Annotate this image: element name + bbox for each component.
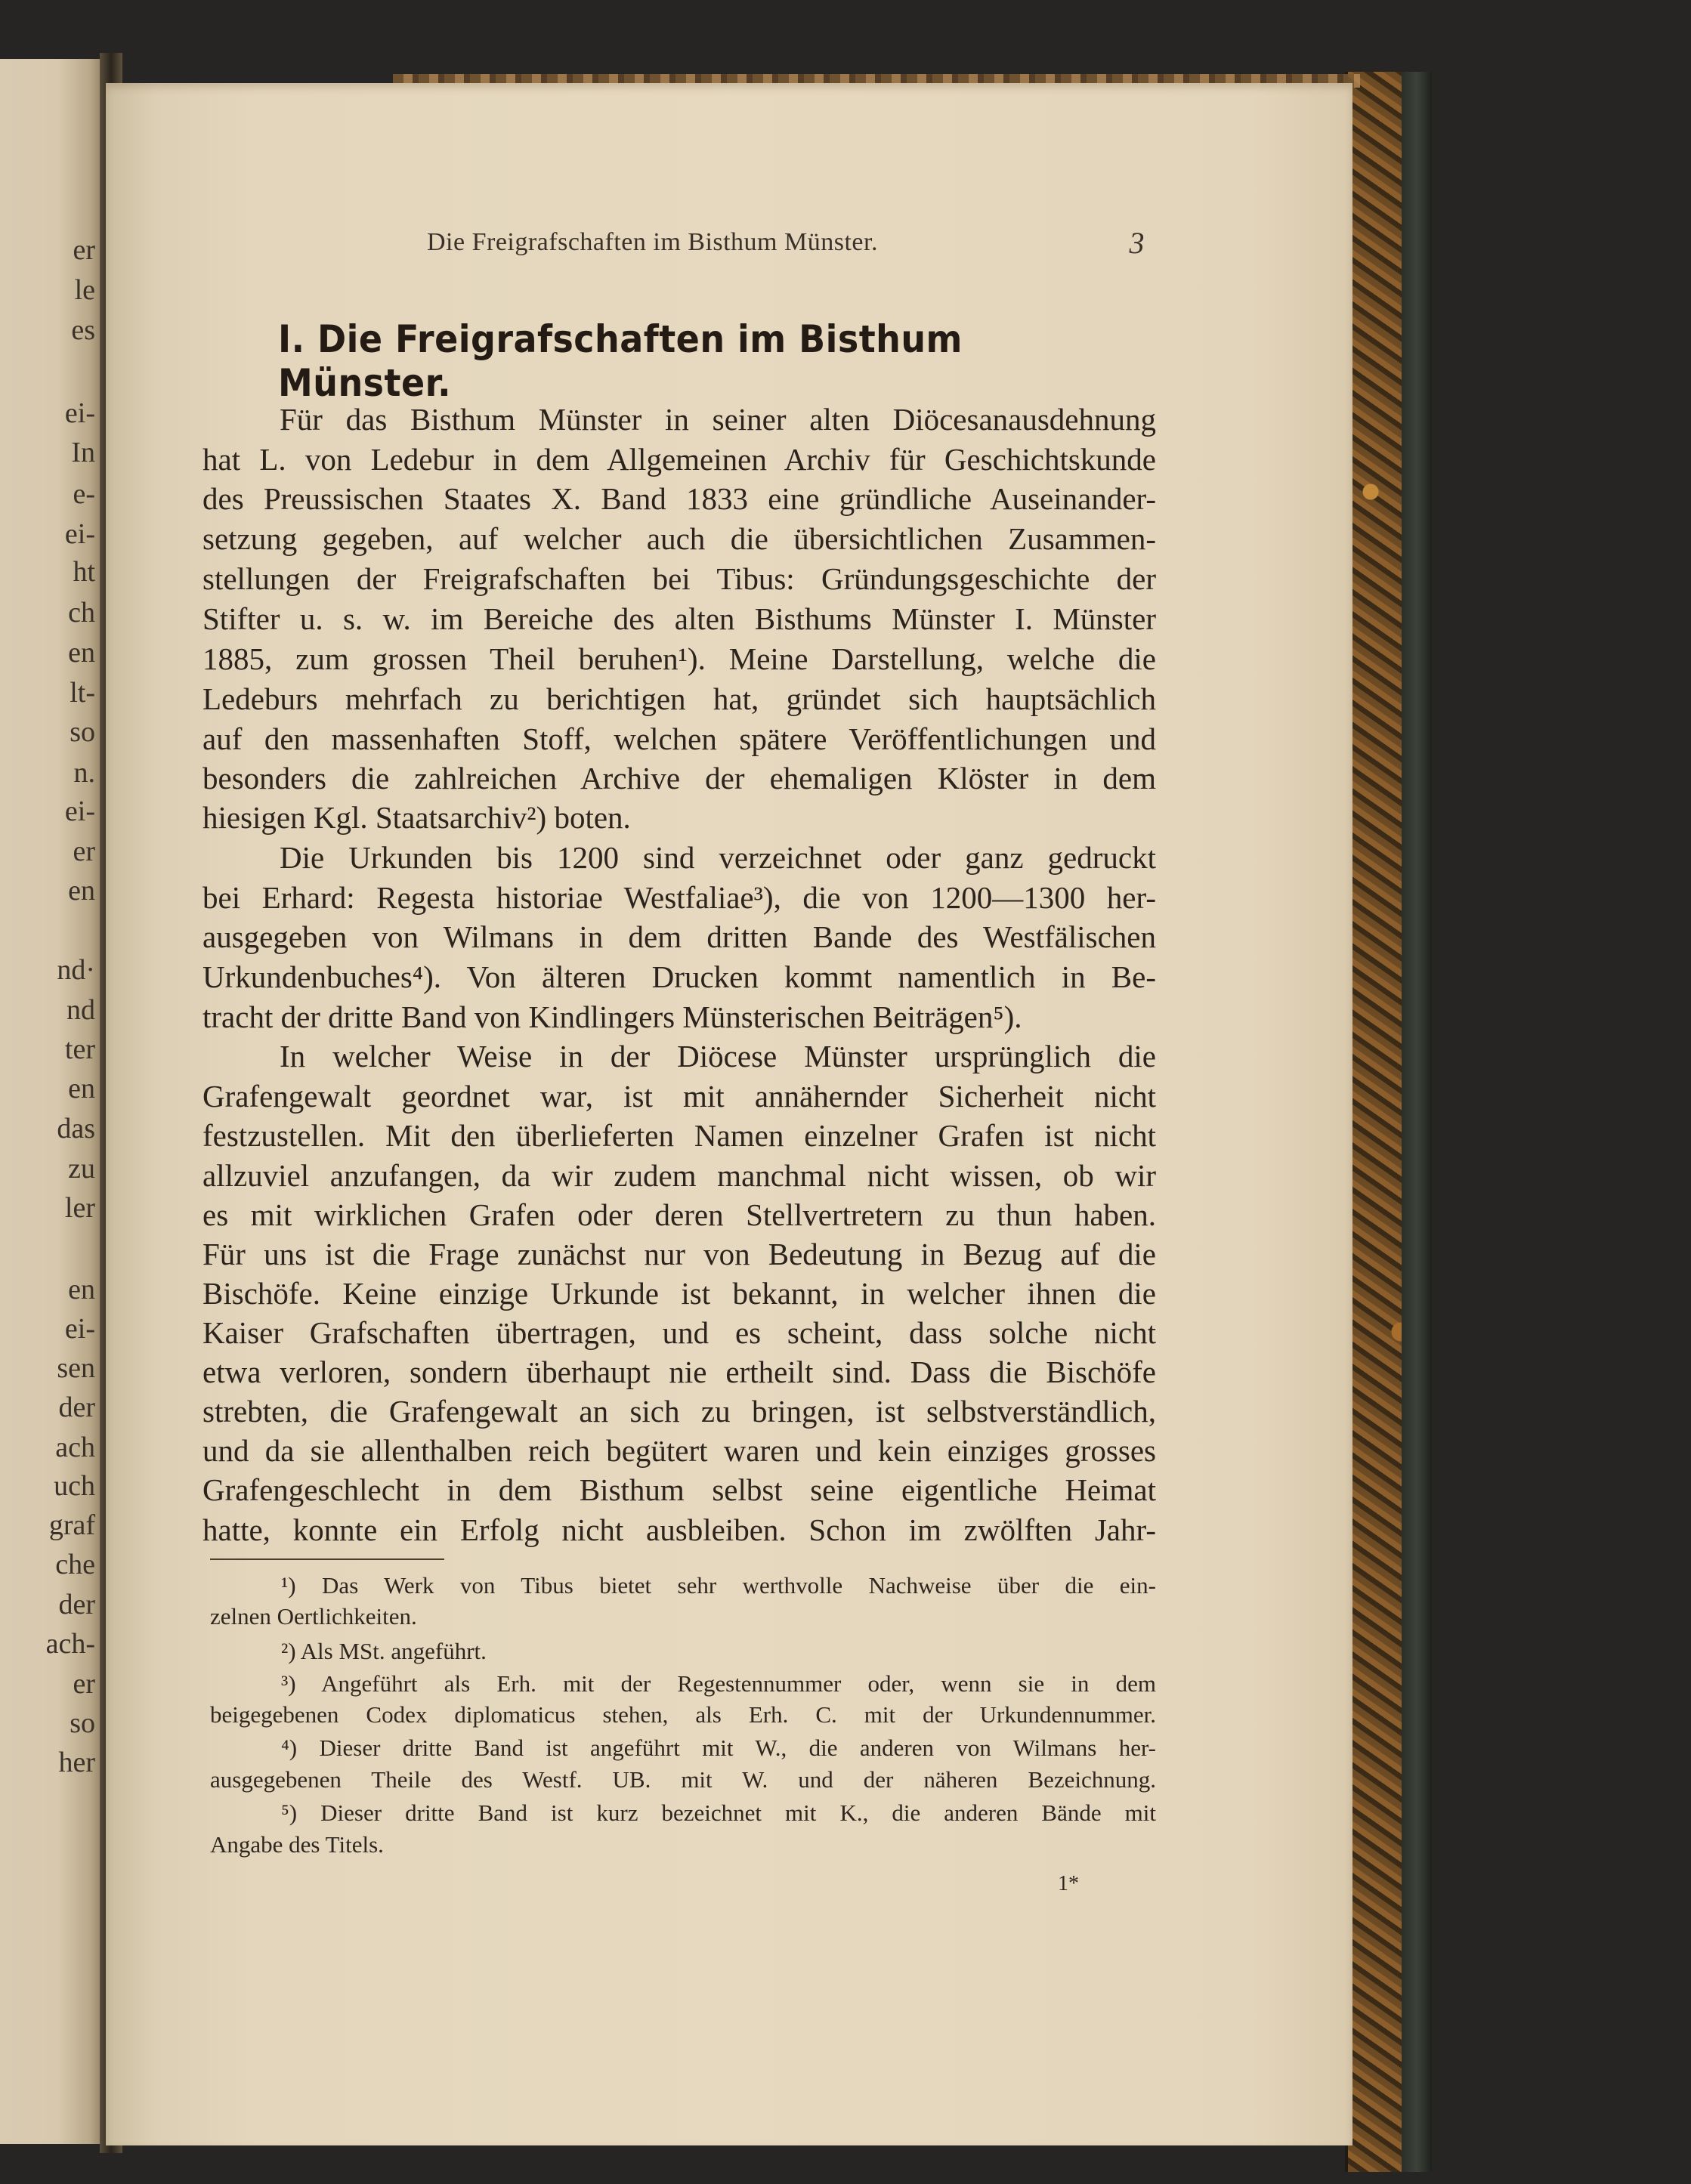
footnote-line: ¹) Das Werk von Tibus bietet sehr werthvolle Nachweise über die ein- [281, 1572, 1156, 1599]
body-line: Kaiser Grafschaften übertragen, und es scheint, dass solche nicht [202, 1315, 1156, 1350]
body-line: besonders die zahlreichen Archive der ehemaligen Klöster in dem [202, 761, 1156, 795]
left-page-fragment: ei- [64, 518, 95, 550]
left-page-fragment: es [71, 314, 95, 346]
body-line: des Preussischen Staates X. Band 1833 eine gründliche Auseinander- [202, 481, 1156, 516]
page-number: 3 [1129, 226, 1145, 260]
left-page-fragment: e- [73, 478, 95, 510]
body-line: In welcher Weise in der Diöcese Münster ursprünglich die [280, 1039, 1156, 1073]
left-page-fragment: In [71, 437, 95, 468]
body-line: hat L. von Ledebur in dem Allgemeinen Archiv für Geschichtskunde [202, 442, 1156, 477]
left-page-fragment: er [73, 836, 95, 867]
left-page-fragment: der [58, 1392, 95, 1423]
left-page-fragment: ter [64, 1033, 95, 1065]
body-line: Ledeburs mehrfach zu berichtigen hat, gründet sich hauptsächlich [202, 681, 1156, 716]
body-line: allzuviel anzufangen, da wir zudem manchmal nicht wissen, ob wir [202, 1158, 1156, 1193]
left-page-fragment: ei- [64, 1313, 95, 1345]
left-page-fragment: uch [54, 1470, 95, 1502]
body-line: tracht der dritte Band von Kindlingers Münsterischen Beiträgen⁵). [202, 999, 1022, 1034]
left-page-fragment: der [58, 1589, 95, 1620]
left-page-fragment: ach [55, 1432, 95, 1463]
left-page-fragment: nd [66, 994, 95, 1026]
body-line: etwa verloren, sondern überhaupt nie ertheilt sind. Dass die Bischöfe [202, 1355, 1156, 1389]
body-line: 1885, zum grossen Theil beruhen¹). Meine Darstellung, welche die [202, 641, 1156, 676]
left-page-fragment: en [68, 1274, 95, 1305]
body-line: auf den massenhaften Stoff, welchen spätere Veröffentlichungen und [202, 721, 1156, 756]
left-page-fragment: ht [73, 556, 95, 588]
chapter-heading: I. Die Freigrafschaften im Bisthum Münster. [278, 317, 963, 405]
left-page-fragment: ch [68, 597, 95, 629]
left-page-fragment: en [68, 637, 95, 669]
cover-edge [1402, 72, 1432, 2172]
left-page-fragment: er [73, 1668, 95, 1700]
body-line: Die Urkunden bis 1200 sind verzeichnet oder ganz gedruckt [280, 840, 1156, 875]
footnote-line: ⁴) Dieser dritte Band ist angeführt mit W., die anderen von Wilmans her- [281, 1735, 1156, 1761]
left-page-fragment: er [73, 234, 95, 266]
left-page-fragment: ler [64, 1192, 95, 1224]
left-page-fragment: das [57, 1113, 95, 1145]
footnote-rule [210, 1558, 444, 1560]
left-page-fragment: lt- [70, 677, 95, 709]
left-page-fragment: ei- [64, 397, 95, 429]
left-page-fragment: ei- [64, 795, 95, 827]
footnote-line: ³) Angeführt als Erh. mit der Regestennummer oder, wenn sie in dem [281, 1670, 1156, 1697]
left-page-fragment: her [58, 1747, 95, 1778]
body-line: Für das Bisthum Münster in seiner alten Diöcesanausdehnung [280, 402, 1156, 437]
body-line: und da sie allenthalben reich begütert waren und kein einziges grosses [202, 1433, 1156, 1468]
body-line: Stifter u. s. w. im Bereiche des alten Bisthums Münster I. Münster [202, 601, 1156, 636]
body-line: hiesigen Kgl. Staatsarchiv²) boten. [202, 800, 631, 835]
running-title: Die Freigrafschaften im Bisthum Münster. [427, 228, 878, 256]
body-line: stellungen der Freigrafschaften bei Tibus: Gründungsgeschichte der [202, 561, 1156, 596]
body-line: Grafengewalt geordnet war, ist mit annähernder Sicherheit nicht [202, 1079, 1156, 1114]
left-page-fragment: che [55, 1549, 95, 1580]
left-page-fragment: so [70, 1707, 95, 1739]
body-line: es mit wirklichen Grafen oder deren Stellvertretern zu thun haben. [202, 1197, 1156, 1232]
body-line: strebten, die Grafengewalt an sich zu bringen, ist selbstverständlich, [202, 1394, 1156, 1429]
left-page-fragment: en [68, 875, 95, 907]
body-line: setzung gegeben, auf welcher auch die übersichtlichen Zusammen- [202, 521, 1156, 556]
left-page-fragment: ach- [45, 1628, 95, 1660]
body-line: ausgegeben von Wilmans in dem dritten Bande des Westfälischen [202, 919, 1156, 954]
footnote-line: ²) Als MSt. angeführt. [281, 1638, 487, 1664]
footnote-line: ⁵) Dieser dritte Band ist kurz bezeichnet mit K., die anderen Bände mit [281, 1799, 1156, 1826]
left-page-fragment: n. [73, 757, 95, 789]
body-line: festzustellen. Mit den überlieferten Namen einzelner Grafen ist nicht [202, 1118, 1156, 1153]
body-line: Bischöfe. Keine einzige Urkunde ist bekannt, in welcher ihnen die [202, 1276, 1156, 1311]
left-page-fragment: zu [68, 1153, 95, 1185]
left-page-fragment: en [68, 1073, 95, 1104]
footnote-line: zelnen Oertlichkeiten. [210, 1603, 417, 1630]
footnote-line: Angabe des Titels. [210, 1831, 384, 1858]
left-page-fragment: le [74, 274, 95, 306]
left-page-fragment: nd· [57, 954, 95, 986]
body-line: Grafengeschlecht in dem Bisthum selbst seine eigentliche Heimat [202, 1472, 1156, 1507]
body-line: Für uns ist die Frage zunächst nur von Bedeutung in Bezug auf die [202, 1237, 1156, 1271]
left-page-fragment: sen [57, 1352, 95, 1384]
body-line: Urkundenbuches⁴). Von älteren Drucken kommt namentlich in Be- [202, 959, 1156, 994]
left-page [0, 59, 106, 2144]
body-line: hatte, konnte ein Erfolg nicht ausbleiben. Schon im zwölften Jahr- [202, 1512, 1156, 1547]
footnote-line: beigegebenen Codex diplomaticus stehen, als Erh. C. mit der Urkundennummer. [210, 1701, 1156, 1728]
left-page-fragment: so [70, 716, 95, 748]
signature-mark: 1* [1058, 1872, 1079, 1895]
footnote-line: ausgegebenen Theile des Westf. UB. mit W. und der näheren Bezeichnung. [210, 1766, 1156, 1793]
left-page-text [0, 59, 106, 2144]
left-page-fragment: graf [48, 1509, 95, 1541]
body-line: bei Erhard: Regesta historiae Westfaliae³), die von 1200—1300 her- [202, 880, 1156, 915]
